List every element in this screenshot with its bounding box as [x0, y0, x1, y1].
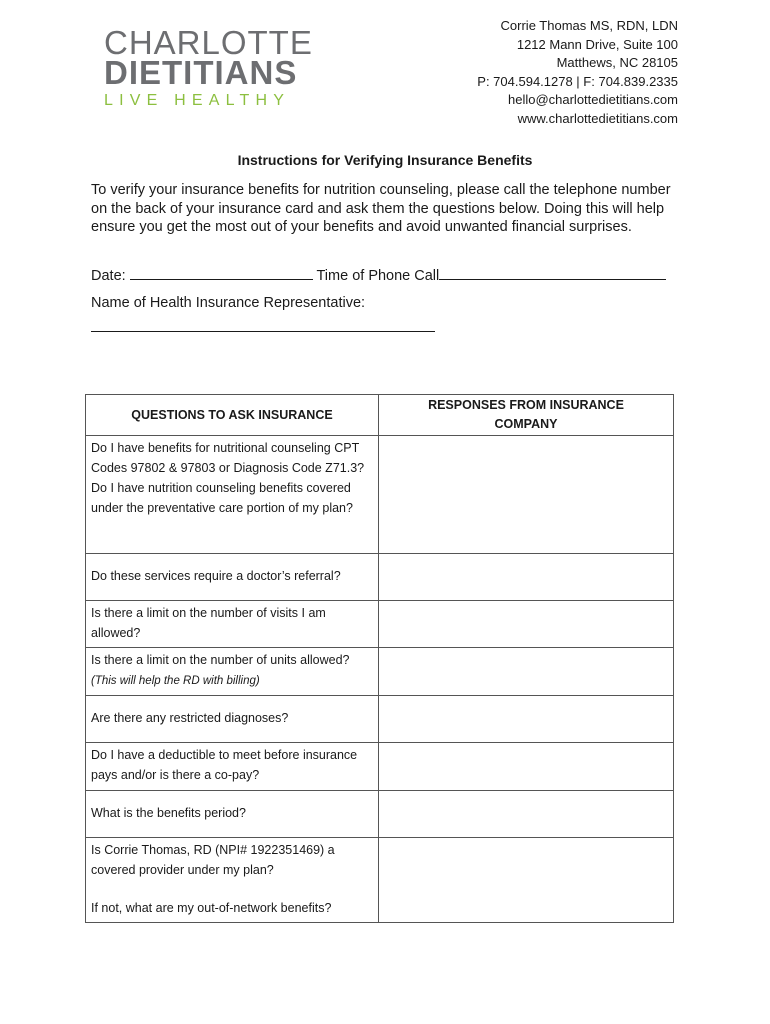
- question-cell: [86, 838, 379, 923]
- question-cell: [86, 791, 379, 838]
- question-cell: [86, 648, 379, 696]
- table-row: [86, 648, 674, 696]
- question-text: Do I have a deductible to meet before insurance pays and/or is there a co-pay?: [91, 748, 358, 782]
- contact-name: Corrie Thomas MS, RDN, LDN: [500, 18, 678, 33]
- question-cell: [86, 554, 379, 601]
- table-row: [86, 601, 674, 648]
- logo-tagline: LIVE HEALTHY: [104, 92, 291, 109]
- table-row: [86, 554, 674, 601]
- response-cell[interactable]: [379, 696, 674, 743]
- company-logo: [104, 24, 313, 112]
- response-cell[interactable]: [379, 838, 674, 923]
- header-responses-line2: COMPANY: [494, 417, 558, 431]
- response-cell[interactable]: [379, 648, 674, 696]
- header-responses: [379, 395, 674, 436]
- question-text: [86, 648, 378, 695]
- question-text: Do I have benefits for nutritional counseling CPT Codes 97802 & 97803 or Diagnosis Code Z71.3?: [91, 441, 365, 475]
- question-cell: [86, 696, 379, 743]
- contact-phone: P: 704.594.1278 | F: 704.839.2335: [477, 73, 678, 89]
- rep-label: Name of Health Insurance Representative:: [91, 295, 366, 311]
- table-header-row: [86, 395, 674, 436]
- question-text: What is the benefits period?: [91, 806, 246, 820]
- question-cell: [86, 601, 379, 648]
- question-text: If not, what are my out-of-network benefits?: [91, 901, 332, 915]
- question-text: Do I have nutrition counseling benefits covered under the preventative care portion of my plan?: [91, 481, 353, 515]
- table-row: [86, 838, 674, 923]
- contact-address-line1: 1212 Mann Drive, Suite 100: [516, 36, 678, 52]
- time-field[interactable]: [439, 266, 666, 280]
- time-label: Time of Phone Call: [316, 268, 440, 284]
- response-cell[interactable]: [379, 743, 674, 791]
- question-text: Is Corrie Thomas, RD (NPI# 1922351469) a covered provider under my plan?: [91, 843, 335, 877]
- contact-email[interactable]: hello@charlottedietitians.com: [507, 92, 678, 107]
- header-responses-line1: RESPONSES FROM INSURANCE: [428, 398, 624, 412]
- response-cell[interactable]: [379, 554, 674, 601]
- date-time-row: [91, 266, 666, 284]
- question-cell: [86, 743, 379, 791]
- question-text-main: Is there a limit on the number of units allowed?: [91, 653, 350, 667]
- response-cell[interactable]: [379, 436, 674, 554]
- question-note: (This will help the RD with billing): [91, 675, 260, 687]
- response-cell[interactable]: [379, 791, 674, 838]
- questions-table: [85, 394, 674, 923]
- date-field[interactable]: [130, 266, 313, 280]
- contact-address-line2: Matthews, NC 28105: [556, 55, 678, 70]
- question-text: Is there a limit on the number of visits I am allowed?: [91, 606, 326, 640]
- logo-charlotte: CHARLOTTE: [104, 24, 313, 61]
- table-row: [86, 436, 674, 554]
- table-row: [86, 791, 674, 838]
- document-title: Instructions for Verifying Insurance Benefits: [237, 152, 533, 168]
- intro-paragraph: To verify your insurance benefits for nutrition counseling, please call the telephone number on the back of your insurance card and ask them the questions below. Doing this will help ensure you get the most out of your benefits and avoid unwanted financial surprises.: [91, 182, 671, 235]
- contact-block: [477, 17, 678, 128]
- table-row: [86, 743, 674, 791]
- contact-website[interactable]: www.charlottedietitians.com: [517, 110, 678, 126]
- header-questions: QUESTIONS TO ASK INSURANCE: [86, 395, 379, 436]
- question-cell: [86, 436, 379, 554]
- response-cell[interactable]: [379, 601, 674, 648]
- question-text: Do these services require a doctor’s referral?: [91, 569, 341, 583]
- question-text: Are there any restricted diagnoses?: [91, 711, 289, 725]
- logo-dietitians: DIETITIANS: [104, 54, 298, 91]
- table-row: [86, 696, 674, 743]
- date-label: Date:: [91, 268, 126, 284]
- rep-field[interactable]: [91, 318, 435, 336]
